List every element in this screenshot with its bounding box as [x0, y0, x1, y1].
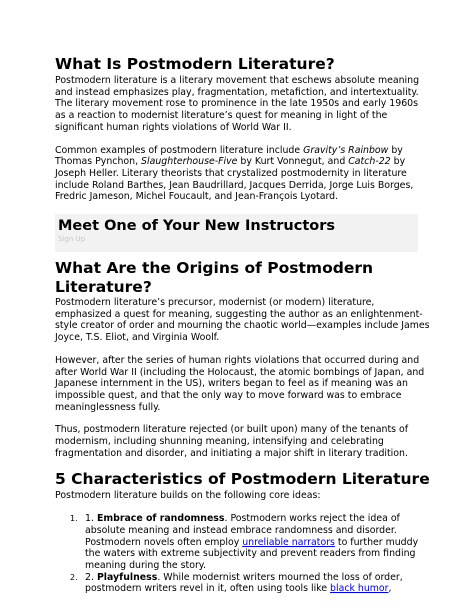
- text-run: Common examples of postmodern literature include: [55, 144, 304, 156]
- promo-signup-link[interactable]: Sign Up: [58, 235, 86, 244]
- text-run: by Joseph Heller. Literary theorists that crystalized postmodernity in literature include Roland Barthes, Jean Baudrillard, Jacques Derrida, Jorge Luis Borges, Fredric Jameson, Michel Foucault, and Jean-François Lyotard.: [55, 156, 414, 203]
- paragraph-intro: Postmodern literature builds on the following core ideas:: [55, 490, 321, 502]
- text-run: ,: [388, 583, 392, 595]
- text-run: . Postmodern works reject the idea of absolute meaning and instead embrace randomness and disorder. Postmodern novels often employ: [85, 513, 400, 548]
- characteristic-term: Playfulness: [96, 571, 158, 583]
- text-run: 1.: [85, 513, 97, 525]
- book-title-slaughterhouse-five: Slaughterhouse-Five: [141, 156, 238, 168]
- section-heading-origins: What Are the Origins of Postmodern Literature?: [55, 259, 374, 297]
- book-title-catch-22: Catch-22: [348, 156, 391, 168]
- characteristics-list: [55, 513, 430, 595]
- paragraph-rejection: Thus, postmodern literature rejected (or built upon) many of the tenants of modernism, including shunning meaning, intensifying and celebrating fragmentation and disorder, and initiating a major shift in literary tradition.: [55, 424, 409, 459]
- unreliable-narrators-link[interactable]: unreliable narrators: [242, 536, 335, 548]
- list-item: [55, 513, 430, 572]
- document-page: [55, 0, 430, 595]
- text-run: to further muddy the waters with extreme subjectivity and prevent readers from finding meaning during the story.: [85, 536, 419, 571]
- list-number: 2.: [70, 572, 78, 582]
- text-run: by Thomas Pynchon,: [55, 144, 403, 168]
- section-heading-characteristics: 5 Characteristics of Postmodern Literature: [55, 470, 430, 489]
- characteristic-term: Embrace of randomness: [96, 513, 225, 525]
- paragraph-after-wwii: However, after the series of human rights violations that occurred during and after World War II (including the Holocaust, the atomic bombings of Japan, and Japanese internment in the US), writers began to feel as if meaning was an impossible quest, and that the only way to move forward was to embrace meaninglessness fully.: [55, 354, 425, 413]
- section-heading-what-is: What Is Postmodern Literature?: [55, 55, 335, 73]
- text-run: 2.: [85, 571, 97, 583]
- instructor-promo-banner[interactable]: [55, 214, 418, 252]
- list-number: 1.: [70, 514, 78, 524]
- black-humor-link[interactable]: black humor: [330, 583, 389, 595]
- paragraph-definition: Postmodern literature is a literary movement that eschews absolute meaning and instead emphasizes play, fragmentation, metafiction, and intertextuality. The literary movement rose to prominence in the late 1950s and early 1960s as a reaction to modernist literature’s quest for meaning in light of the significant human rights violations of World War II.: [55, 75, 420, 133]
- book-title-gravitys-rainbow: Gravity’s Rainbow: [303, 144, 389, 156]
- paragraph-precursor: Postmodern literature’s precursor, modernist (or modern) literature, emphasized a quest for meaning, suggesting the author as an enlightenment-style creator of order and mourning the chaotic world—examples include James Joyce, T.S. Eliot, and Virginia Woolf.: [55, 297, 430, 344]
- text-run: by Kurt Vonnegut, and: [237, 156, 349, 168]
- paragraph-examples: [55, 145, 430, 204]
- list-item: [55, 572, 430, 595]
- promo-title: Meet One of Your New Instructors: [58, 218, 336, 235]
- text-run: . While modernist writers mourned the loss of order, postmodern writers revel in it, often using tools like: [85, 571, 403, 595]
